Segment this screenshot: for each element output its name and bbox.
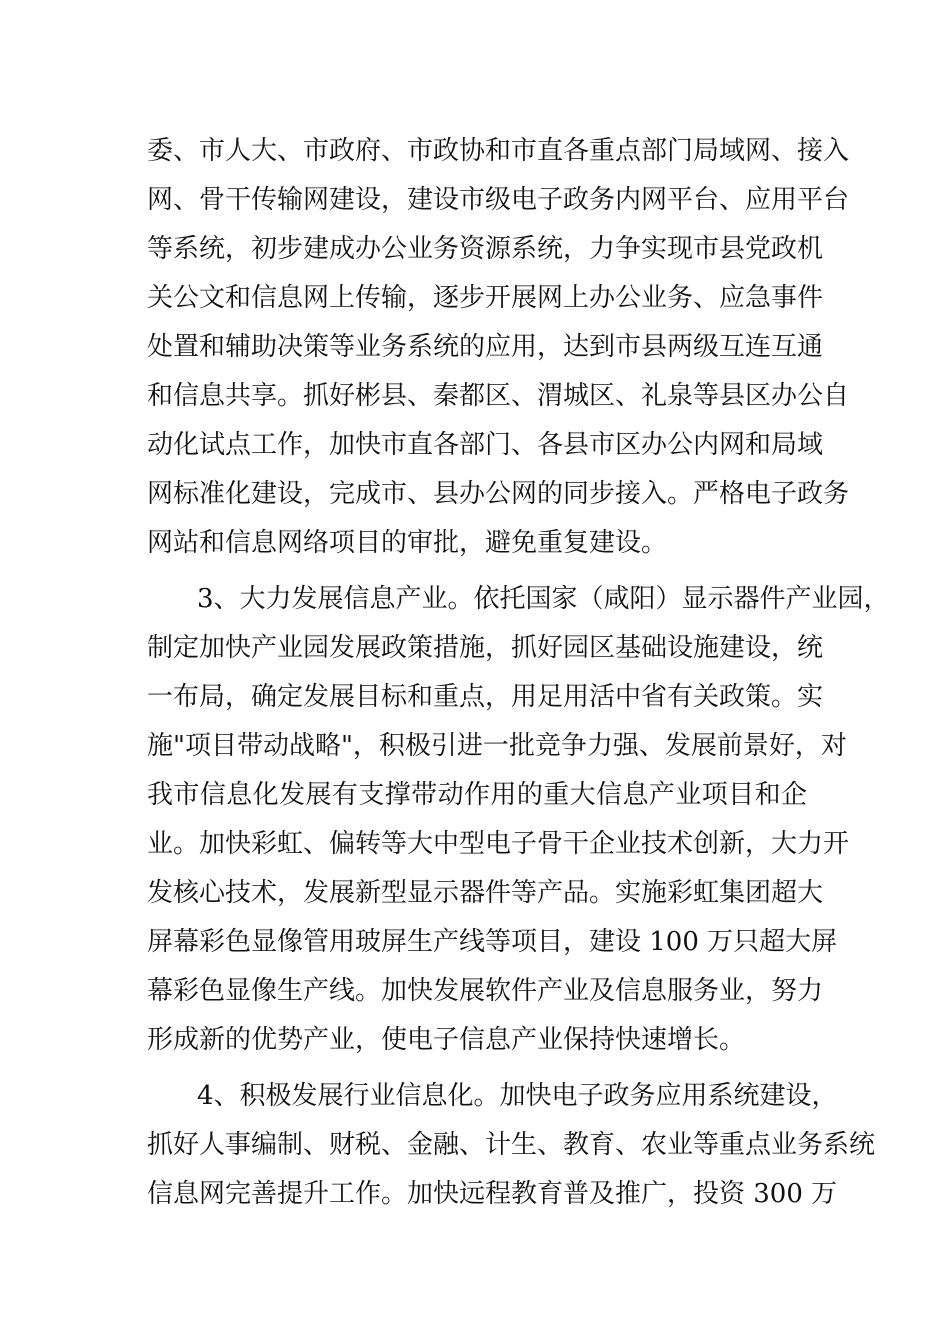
text-line: 委、市人大、市政府、市政协和市直各重点部门局域网、接入 xyxy=(147,136,850,166)
paragraph-heading-line: 4、积极发展行业信息化。加快电子政务应用系统建设， xyxy=(197,1081,838,1111)
text-line: 形成新的优势产业，使电子信息产业保持快速增长。 xyxy=(147,1025,746,1055)
text-line: 等系统，初步建成办公业务资源系统，力争实现市县党政机 xyxy=(147,234,824,264)
text-line: 屏幕彩色显像管用玻屏生产线等项目，建设 100 万只超大屏 xyxy=(147,927,838,957)
text-line: 制定加快产业园发展政策措施，抓好园区基础设施建设，统 xyxy=(147,633,824,663)
paragraph-heading-line: 3、大力发展信息产业。依托国家（咸阳）显示器件产业园， xyxy=(197,584,890,614)
text-line: 抓好人事编制、财税、金融、计生、教育、农业等重点业务系统 xyxy=(147,1130,876,1160)
text-line: 一布局，确定发展目标和重点，用足用活中省有关政策。实 xyxy=(147,682,824,712)
text-line: 动化试点工作，加快市直各部门、各县市区办公内网和局域 xyxy=(147,430,824,460)
text-line: 幕彩色显像生产线。加快发展软件产业及信息服务业，努力 xyxy=(147,976,824,1006)
text-line: 关公文和信息网上传输，逐步开展网上办公业务、应急事件 xyxy=(147,283,824,313)
text-line: 信息网完善提升工作。加快远程教育普及推广，投资 300 万 xyxy=(147,1179,838,1209)
text-line: 和信息共享。抓好彬县、秦都区、渭城区、礼泉等县区办公自 xyxy=(147,381,850,411)
text-line: 网标准化建设，完成市、县办公网的同步接入。严格电子政务 xyxy=(147,479,850,509)
text-line: 网站和信息网络项目的审批，避免重复建设。 xyxy=(147,528,668,558)
text-line: 发核心技术，发展新型显示器件等产品。实施彩虹集团超大 xyxy=(147,878,824,908)
text-line: 我市信息化发展有支撑带动作用的重大信息产业项目和企 xyxy=(147,780,807,810)
text-line: 处置和辅助决策等业务系统的应用，达到市县两级互连互通 xyxy=(147,332,824,362)
text-line: 业。加快彩虹、偏转等大中型电子骨干企业技术创新，大力开 xyxy=(147,829,850,859)
text-line: 施"项目带动战略"，积极引进一批竞争力强、发展前景好，对 xyxy=(147,731,847,761)
text-line: 网、骨干传输网建设，建设市级电子政务内网平台、应用平台 xyxy=(147,185,850,215)
